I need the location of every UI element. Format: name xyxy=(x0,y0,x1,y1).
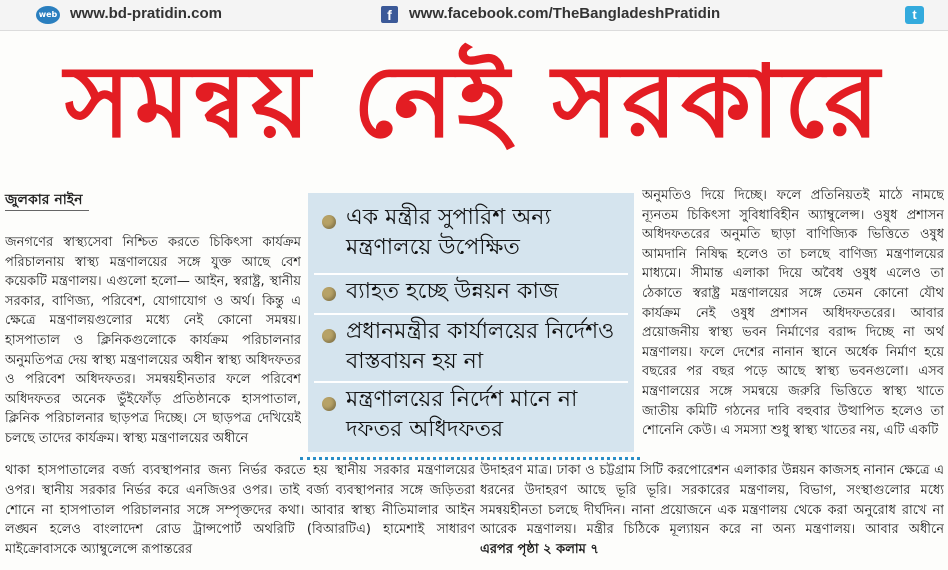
article-column-right xyxy=(642,186,944,456)
highlight-box xyxy=(308,193,634,452)
highlight-text: প্রধানমন্ত্রীর কার্যালয়ের নির্দেশও বাস্তবায়ন হয় না xyxy=(346,319,615,374)
highlight-separator xyxy=(314,313,628,315)
highlight-item xyxy=(308,317,634,381)
article-paragraph: উদাহরণ মাত্র। ঢাকা ও চট্টগ্রাম সিটি করপোরেশন এলাকার উন্নয়ন কাজসহ নানান ক্ষেত্রে এ ধরনের উদাহরণ আছে ভূরি ভূরি। সরকারের মন্ত্রণালয়, বিভাগ, সংস্থাগুলোর মধ্যে সমন্বয়হীনতা চলছে দীর্ঘদিন। নানা প্রয়োজনে এক মন্ত্রণালয় থেকে করা অনুরোধ রাখে না আরেক মন্ত্রণালয়। মন্ত্রীর চিঠিকে মূল্যায়ন করে না অন্য মন্ত্রণালয়। আবার অধীনে xyxy=(480,463,944,538)
bullet-icon xyxy=(322,397,336,411)
bullet-icon xyxy=(322,329,336,343)
byline: জুলকার নাইন xyxy=(5,192,83,208)
byline-underline xyxy=(5,210,89,211)
highlight-separator xyxy=(314,273,628,275)
bullet-icon xyxy=(322,215,336,229)
headline: সমন্বয় নেই সরকারে xyxy=(64,43,884,160)
website-link[interactable]: www.bd-pratidin.com xyxy=(70,5,222,22)
article-paragraph: জনগণের স্বাস্থ্যসেবা নিশ্চিত করতে চিকিৎসা কার্যক্রম পরিচালনায় স্বাস্থ্য মন্ত্রণালয়ের সঙ্গে যুক্ত আছে বেশ কয়েকটি মন্ত্রণালয়। এগুলো হলো— আইন, স্বরাষ্ট্র, স্থানীয় সরকার, বাণিজ্য, পরিবেশ, যোগাযোগ ও অর্থ। কিন্তু এ ক্ষেত্রে মন্ত্রণালয়গুলোর মধ্যে নেই কোনো সমন্বয়। হাসপাতাল ও ক্লিনিকগুলোকে কার্যক্রম পরিচালনার অনুমতিপত্র দেয় স্বাস্থ্য মন্ত্রণালয়ের অধীন স্বাস্থ্য অধিদফতর ও পরিবেশ অধিদফতর। সমন্বয়হীনতার ফলে পরিবেশ অধিদফতর অনেক ভুঁইফোঁড় প্রতিষ্ঠানকে হাসপাতাল, ক্লিনিক পরিচালনার ছাড়পত্র দিচ্ছে। সে ছাড়পত্র দেখিয়েই চলছে তাদের কার্যক্রম। স্বাস্থ্য মন্ত্রণালয়ের অধীনে xyxy=(5,235,301,446)
highlight-text: এক মন্ত্রীর সুপারিশ অন্য মন্ত্রণালয়ে উপেক্ষিত xyxy=(346,205,551,260)
bullet-icon xyxy=(322,287,336,301)
article-bottom-left xyxy=(5,461,475,567)
twitter-icon[interactable]: t xyxy=(905,6,924,24)
highlight-item xyxy=(308,201,634,265)
top-banner xyxy=(0,0,948,31)
article-paragraph: থাকা হাসপাতালের বর্জ্য ব্যবস্থাপনার জন্য নির্ভর করতে হয় স্থানীয় সরকার মন্ত্রণালয়ের ওপর। স্থানীয় সরকার নির্ভর করে এনজিওর ওপর। তাই বর্জ্য ব্যবস্থাপনার সঙ্গে জড়িতরা শোনে না হাসপাতাল পরিচালনার সঙ্গে সম্পৃক্তদের কথা। আবার স্বাস্থ্য নীতিমালার আইন লঙ্ঘন হলেও বাংলাদেশ রোড ট্রান্সপোর্ট অথরিটি (বিআরটিএ) হামেশাই সাধারণ মাইক্রোবাসকে অ্যাম্বুলেন্সে রূপান্তরের xyxy=(5,463,475,558)
highlight-text: ব্যাহত হচ্ছে উন্নয়ন কাজ xyxy=(346,279,559,304)
article-column-left xyxy=(5,233,301,463)
continued-on-page-note[interactable]: এরপর পৃষ্ঠা ২ কলাম ৭ xyxy=(480,542,599,558)
facebook-link[interactable]: www.facebook.com/TheBangladeshPratidin xyxy=(409,5,721,22)
highlight-text: মন্ত্রণালয়ের নির্দেশ মানে না দফতর অধিদফতর xyxy=(346,387,578,442)
dotted-divider xyxy=(300,457,640,460)
highlight-item xyxy=(308,385,634,449)
article-paragraph: অনুমতিও দিয়ে দিচ্ছে। ফলে প্রতিনিয়তই মাঠে নামছে ন্যূনতম চিকিৎসা সুবিধাবিহীন অ্যাম্বুলেন্স। ওষুধ প্রশাসন অধিদফতরের অনুমতি ছাড়া বাণিজ্যিক ভিত্তিতে ওষুধ আমদানি নিষিদ্ধ হলেও তা চলছে বাণিজ্য মন্ত্রণালয়ের মাধ্যমে। সীমান্ত এলাকা দিয়ে অবৈধ ওষুধ এলেও তা ঠেকাতে স্বরাষ্ট্র মন্ত্রণালয়ের সঙ্গে তেমন কোনো যৌথ কার্যক্রম নেই ওষুধ প্রশাসন অধিদফতরের। আবার প্রয়োজনীয় স্বাস্থ্য ভবন নির্মাণের বরাদ্দ দিচ্ছে না অর্থ মন্ত্রণালয়। ফলে দেশের নানান স্থানে অর্ধেক নির্মাণ হয়ে বছরের পর বছর পড়ে আছে স্বাস্থ্য ভবনগুলো। এসব মন্ত্রণালয়ের সঙ্গে সমন্বয়ে জরুরি ভিত্তিতে স্বাস্থ্য খাতে জাতীয় কমিটি গঠনের দাবি বহুবার উত্থাপিত হলেও তা শোনেনি কেউ। এ সমস্যা শুধু স্বাস্থ্য খাতের নয়, এটি একটি xyxy=(642,188,944,439)
highlight-item xyxy=(308,277,634,311)
facebook-icon: f xyxy=(381,6,398,23)
article-bottom-right xyxy=(480,461,944,567)
highlight-separator xyxy=(314,381,628,383)
web-globe-icon: web xyxy=(36,6,60,24)
